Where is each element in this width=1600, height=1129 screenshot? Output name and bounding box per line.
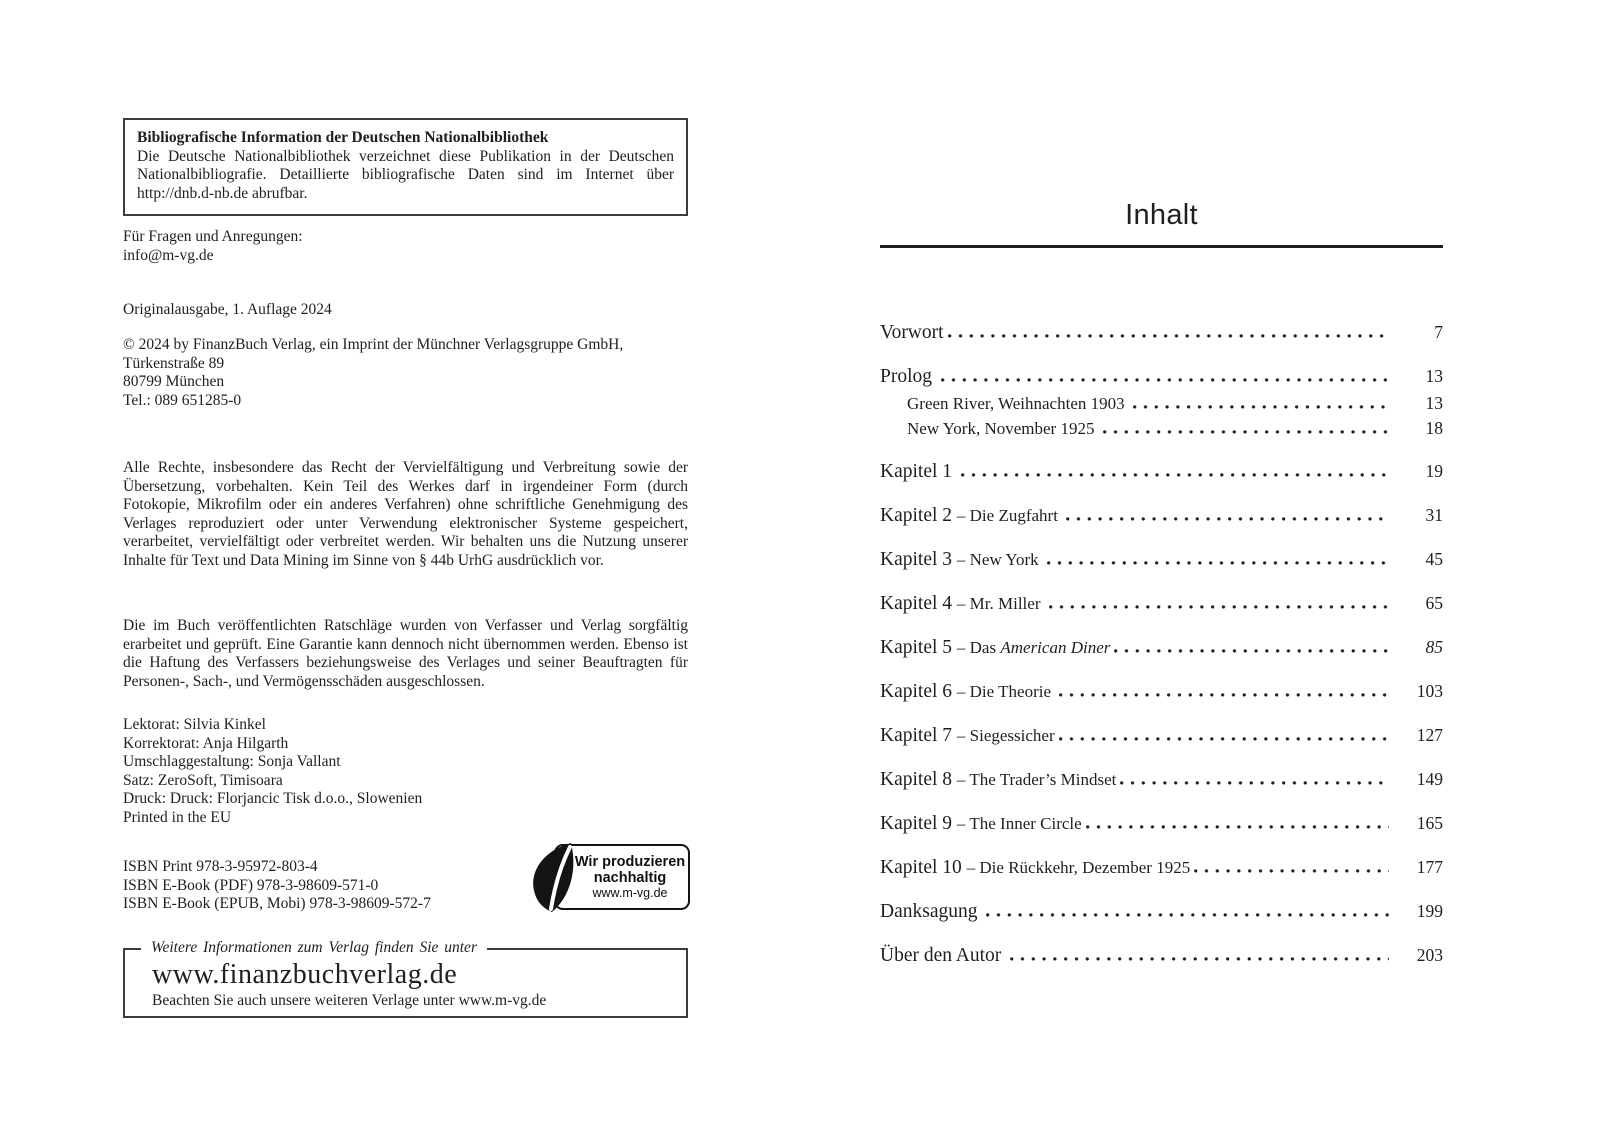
toc-entry-title: Danksagung <box>880 901 983 922</box>
toc-page-number: 177 <box>1416 857 1443 877</box>
toc-page-number: 13 <box>1425 392 1443 413</box>
toc-entry <box>880 637 1443 661</box>
toc-entry <box>880 945 1443 969</box>
toc-entry-subtitle: – The Inner Circle <box>956 814 1082 833</box>
toc-entry-title: Kapitel 6 <box>880 681 957 702</box>
dot-leader <box>1086 824 1389 829</box>
toc-entry <box>880 366 1443 390</box>
dot-leader <box>1066 516 1389 521</box>
toc-entry <box>880 769 1443 793</box>
toc-page-number: 18 <box>1425 418 1443 438</box>
toc-entry-title: Kapitel 8 <box>880 769 957 790</box>
toc-entry-title: Über den Autor <box>880 945 1007 966</box>
text-line: ISBN Print 978-3-95972-803-4 <box>123 858 318 875</box>
leaf-icon <box>528 841 580 913</box>
sustainability-badge <box>528 841 690 913</box>
text-line: info@m-vg.de <box>123 246 214 264</box>
text-line: © 2024 by FinanzBuch Verlag, ein Imprint der Münchner Verlagsgruppe GmbH, <box>123 336 624 353</box>
toc-entry-title: Kapitel 7 <box>880 725 957 746</box>
dot-leader <box>1059 692 1389 697</box>
disclaimer-paragraph: Die im Buch veröffentlichten Ratschläge wurden von Verfasser und Verlag sorgfältig erarbeitet und geprüft. Eine Garantie kann dennoch nicht übernommen werden. Ebenso ist die Haftung des Verfassers beziehungsweise des Verlages und seiner Beauftragten für Personen-, Sach-, und Vermögensschäden ausgeschlossen. <box>123 617 688 690</box>
isbn-block <box>123 858 523 914</box>
toc-page-number: 31 <box>1425 505 1443 525</box>
toc-entry-subtitle-italic: American Diner <box>1000 638 1111 657</box>
toc-entry-title: Kapitel 9 <box>880 813 957 834</box>
toc-entry-subtitle: – Das <box>956 638 1001 657</box>
toc-page-number: 127 <box>1416 725 1443 745</box>
toc-entry-title: Kapitel 1 <box>880 461 957 482</box>
text-line: Türkenstraße 89 <box>123 354 225 372</box>
toc-page-number: 19 <box>1425 461 1443 481</box>
copyright-block <box>123 336 688 410</box>
dot-leader <box>1120 780 1389 785</box>
text-line: ISBN E-Book (EPUB, Mobi) 978-3-98609-572-7 <box>123 895 431 913</box>
toc-entry-title: Kapitel 5 <box>880 637 957 658</box>
toc-page-number: 45 <box>1425 549 1443 569</box>
toc-page-number: 103 <box>1416 681 1443 701</box>
dot-leader <box>1047 560 1389 565</box>
dot-leader <box>1059 736 1389 741</box>
text-line: Für Fragen und Anregungen: <box>123 228 303 245</box>
title-rule <box>880 245 1443 248</box>
toc-entry-subtitle: – Die Theorie <box>956 682 1056 701</box>
text-line: Tel.: 089 651285-0 <box>123 391 242 409</box>
contact-block <box>123 228 688 265</box>
dot-leader <box>1114 648 1389 653</box>
text-line: ISBN E-Book (PDF) 978-3-98609-571-0 <box>123 876 379 894</box>
toc-entry-title: Kapitel 3 <box>880 549 957 570</box>
toc-entry <box>880 813 1443 837</box>
badge-line1: Wir produzieren <box>574 853 686 870</box>
toc-page-number: 65 <box>1425 593 1443 613</box>
publisher-note: Beachten Sie auch unsere weiteren Verlage unter www.m-vg.de <box>152 992 547 1009</box>
toc-entry <box>880 322 1443 346</box>
toc-page-number: 203 <box>1416 945 1443 965</box>
toc-entry-title: Kapitel 4 <box>880 593 957 614</box>
toc-entry <box>907 418 1443 441</box>
toc-entry-title: Vorwort <box>880 322 944 343</box>
toc-entry <box>880 505 1443 529</box>
bibliographic-info-title: Bibliografische Information der Deutschen Nationalbibliothek <box>137 129 549 146</box>
badge-line2: nachhaltig <box>593 869 667 886</box>
toc-entry <box>880 725 1443 749</box>
dot-leader <box>1194 868 1389 873</box>
text-line: Lektorat: Silvia Kinkel <box>123 716 266 733</box>
toc-entry <box>880 901 1443 925</box>
rights-paragraph: Alle Rechte, insbesondere das Recht der Vervielfältigung und Verbreitung sowie der Übersetzung, vorbehalten. Kein Teil des Werkes darf in irgendeiner Form (durch Fotokopie, Mikrofilm oder ein anderes Verfahren) ohne schriftliche Genehmigung des Verlages reproduziert oder unter Verwendung elektronischer Systeme gespeichert, verarbeitet, vervielfältigt oder verbreitet werden. Wir behalten uns die Nutzung unserer Inhalte für Text und Data Mining im Sinne von § 44b UrhG ausdrücklich vor. <box>123 459 688 569</box>
text-line: Satz: ZeroSoft, Timisoara <box>123 771 283 789</box>
dot-leader <box>961 472 1389 477</box>
toc-page-number: 7 <box>1434 322 1443 342</box>
publisher-info-box <box>123 939 688 1018</box>
toc-entry-subtitle: – Die Rückkehr, Dezember 1925 <box>966 858 1191 877</box>
table-of-contents <box>880 322 1443 969</box>
toc-entry-subtitle: Green River, Weihnachten 1903 <box>907 393 1129 413</box>
dot-leader <box>1133 404 1389 409</box>
text-line: Korrektorat: Anja Hilgarth <box>123 734 289 752</box>
toc-entry-title: Prolog <box>880 366 937 387</box>
publisher-url: www.finanzbuchverlag.de <box>152 959 458 990</box>
dot-leader <box>986 912 1389 917</box>
text-line: Umschlaggestaltung: Sonja Vallant <box>123 753 341 771</box>
toc-entry <box>880 549 1443 573</box>
text-line: 80799 München <box>123 373 225 391</box>
toc-entry-subtitle: – Mr. Miller <box>956 594 1045 613</box>
toc-page-number: 13 <box>1425 366 1443 386</box>
publisher-box-legend: Weitere Informationen zum Verlag finden Sie unter <box>141 939 487 957</box>
toc-page-number: 85 <box>1425 637 1443 657</box>
dot-leader <box>1049 604 1389 609</box>
toc-entry-subtitle: New York, November 1925 <box>907 419 1099 438</box>
toc-page-number: 149 <box>1416 769 1443 789</box>
toc-entry-title: Kapitel 10 <box>880 857 967 878</box>
dot-leader <box>1010 956 1389 961</box>
toc-entry-subtitle: – New York <box>956 550 1043 569</box>
badge-url: www.m-vg.de <box>592 885 668 900</box>
bibliographic-info-body: Die Deutsche Nationalbibliothek verzeichnet diese Publikation in der Deutschen Nationalbibliografie. Detaillierte bibliografische Daten sind im Internet über http://dnb.d-nb.de abrufbar. <box>137 147 674 202</box>
toc-entry-title: Kapitel 2 <box>880 505 957 526</box>
text-line: Printed in the EU <box>123 808 232 826</box>
toc-entry-subtitle: – The Trader’s Mindset <box>956 770 1117 789</box>
toc-entry <box>880 461 1443 485</box>
credits-block <box>123 716 688 828</box>
toc-entry-subtitle: – Die Zugfahrt <box>956 506 1063 525</box>
bibliographic-info-box <box>123 118 688 216</box>
toc-entry <box>907 393 1443 416</box>
dot-leader <box>948 333 1389 338</box>
toc-entry-subtitle: – Siegessicher <box>956 726 1055 745</box>
toc-entry <box>880 681 1443 705</box>
toc-page-number: 199 <box>1416 901 1443 921</box>
text-line: Druck: Druck: Florjancic Tisk d.o.o., Slowenien <box>123 790 423 808</box>
dot-leader <box>1103 429 1389 434</box>
page-title: Inhalt <box>1125 199 1198 231</box>
toc-entry <box>880 593 1443 617</box>
dot-leader <box>941 377 1389 382</box>
toc-page-number: 165 <box>1416 813 1443 833</box>
toc-entry <box>880 857 1443 881</box>
edition-line: Originalausgabe, 1. Auflage 2024 <box>123 301 332 318</box>
